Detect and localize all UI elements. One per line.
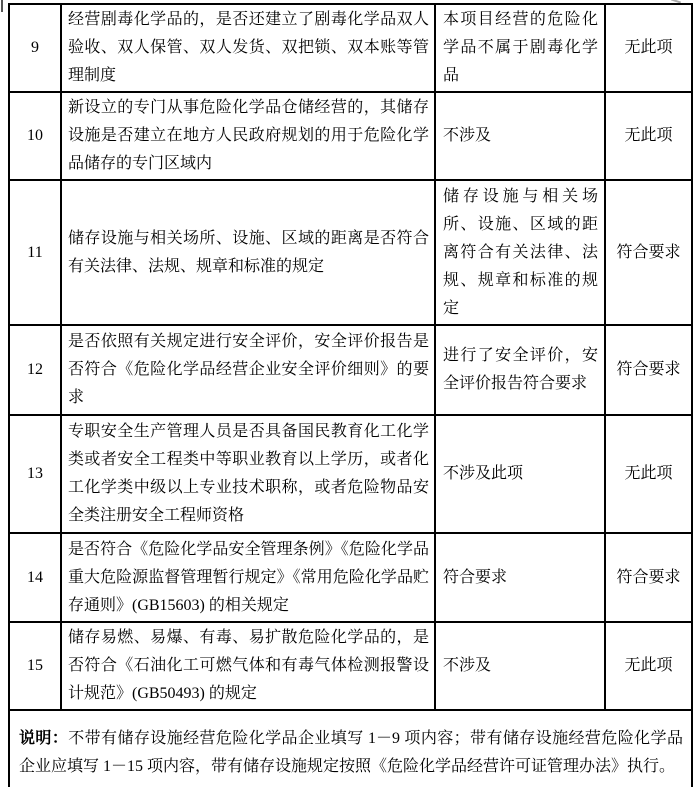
row-number: 15	[9, 622, 61, 710]
conclusion-text: 无此项	[605, 4, 692, 92]
review-item-text: 是否依照有关规定进行安全评价，安全评价报告是否符合《危险化学品经营企业安全评价细则》的要求	[61, 325, 435, 415]
row-number: 11	[9, 180, 61, 325]
conclusion-text: 无此项	[605, 622, 692, 710]
table-row	[9, 533, 692, 622]
row-number: 13	[9, 415, 61, 533]
review-item-text: 新设立的专门从事危险化学品仓储经营的，其储存设施是否建立在地方人民政府规划的用于危险化学品储存的专门区域内	[61, 92, 435, 180]
review-result-text: 不涉及	[435, 92, 605, 180]
note-text: 不带有储存设施经营危险化学品企业填写 1－9 项内容；带有储存设施经营危险化学品企业应填写 1－15 项内容，带有储存设施规定按照《危险化学品经营许可证管理办法》执行。	[19, 730, 683, 775]
conclusion-text: 无此项	[605, 415, 692, 533]
scan-artifact-left	[1, 0, 3, 12]
review-result-text: 储存设施与相关场所、设施、区域的距离符合有关法律、法规、规章和标准的规定	[435, 180, 605, 325]
review-result-text: 进行了安全评价，安全评价报告符合要求	[435, 325, 605, 415]
review-item-text: 经营剧毒化学品的，是否还建立了剧毒化学品双人验收、双人保管、双人发货、双把锁、双本账等管理制度	[61, 4, 435, 92]
note-cell	[9, 710, 692, 787]
conclusion-text: 符合要求	[605, 180, 692, 325]
review-result-text: 符合要求	[435, 533, 605, 622]
conclusion-text: 符合要求	[605, 533, 692, 622]
review-item-text: 是否符合《危险化学品安全管理条例》《危险化学品重大危险源监督管理暂行规定》《常用危险化学品贮存通则》(GB15603) 的相关规定	[61, 533, 435, 622]
conclusion-text: 无此项	[605, 92, 692, 180]
note-row	[9, 710, 692, 787]
review-result-text: 不涉及此项	[435, 415, 605, 533]
review-item-text: 储存设施与相关场所、设施、区域的距离是否符合有关法律、法规、规章和标准的规定	[61, 180, 435, 325]
review-item-text: 储存易燃、易爆、有毒、易扩散危险化学品的，是否符合《石油化工可燃气体和有毒气体检测报警设计规范》(GB50493) 的规定	[61, 622, 435, 710]
table-row	[9, 92, 692, 180]
table-row	[9, 4, 692, 92]
note-label: 说明：	[19, 730, 69, 747]
row-number: 14	[9, 533, 61, 622]
table-row	[9, 325, 692, 415]
table-row	[9, 415, 692, 533]
row-number: 9	[9, 4, 61, 92]
review-result-text: 本项目经营的危险化学品不属于剧毒化学品	[435, 4, 605, 92]
table-row	[9, 622, 692, 710]
review-items-table	[8, 3, 693, 787]
review-result-text: 不涉及	[435, 622, 605, 710]
review-item-text: 专职安全生产管理人员是否具备国民教育化工化学类或者安全工程类中等职业教育以上学历，或者化工化学类中级以上专业技术职称，或者危险物品安全类注册安全工程师资格	[61, 415, 435, 533]
conclusion-text: 符合要求	[605, 325, 692, 415]
row-number: 10	[9, 92, 61, 180]
table-row	[9, 180, 692, 325]
row-number: 12	[9, 325, 61, 415]
